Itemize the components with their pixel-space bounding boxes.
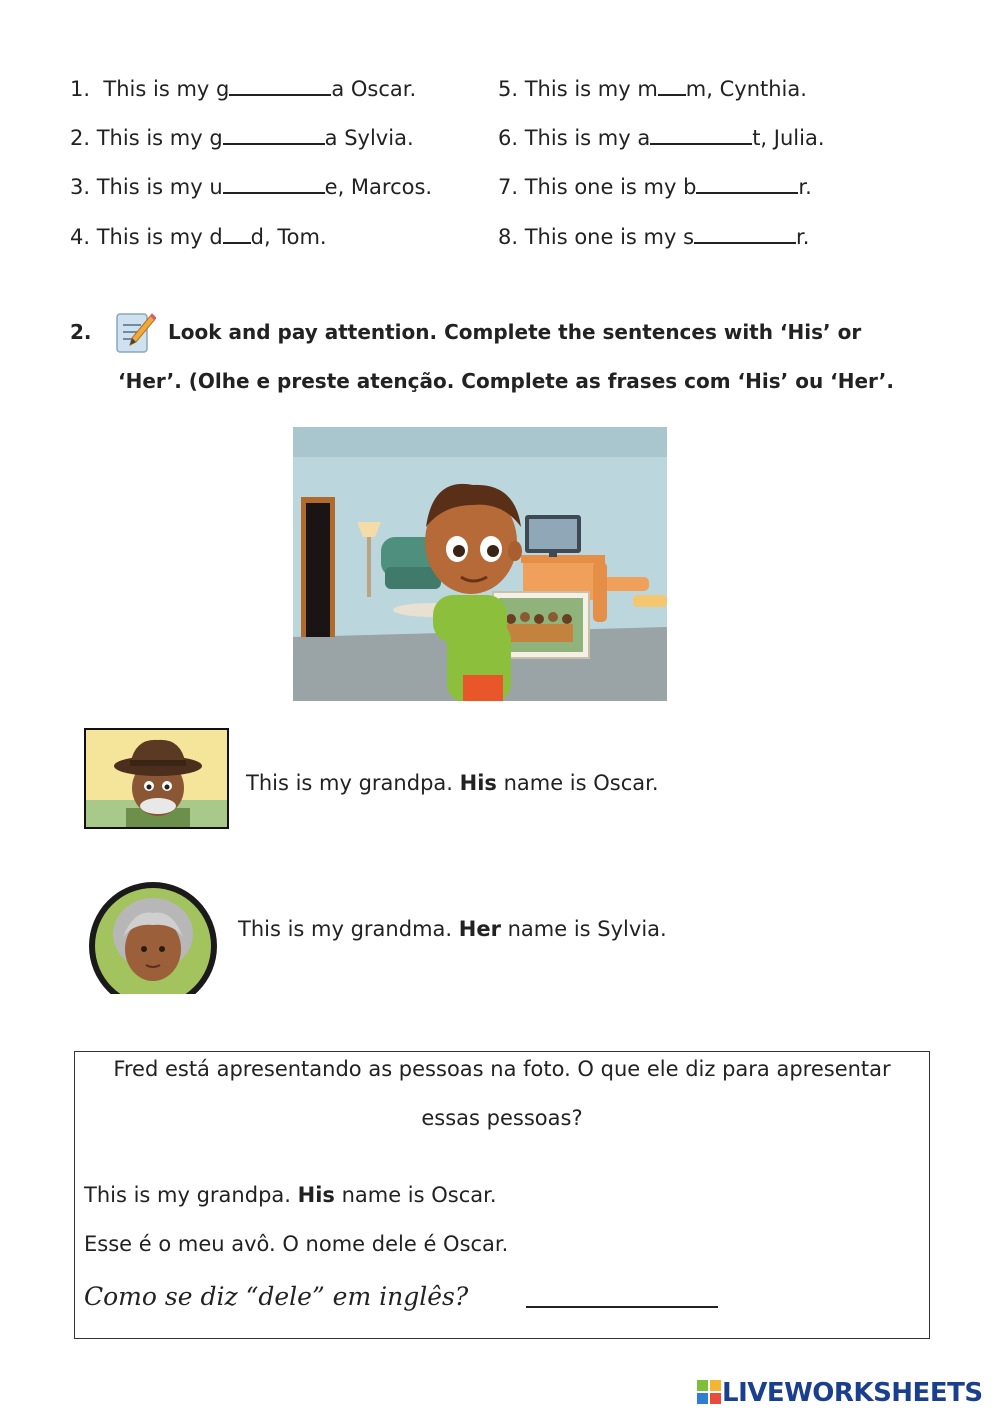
answer-blank[interactable] — [694, 224, 796, 244]
box-example-sentence: This is my grandpa. His name is Oscar. — [84, 1183, 497, 1207]
instruction-line-2: ‘Her’. (Olhe e preste atenção. Complete as frases com ‘His’ ou ‘Her’. — [118, 369, 894, 393]
example-sentence-her: This is my grandma. Her name is Sylvia. — [238, 917, 667, 941]
question-1: 1. This is my g a Oscar. — [70, 77, 417, 101]
question-5: 5. This is my m m, Cynthia. — [498, 77, 807, 101]
answer-blank-dele[interactable] — [526, 1306, 718, 1308]
answer-blank[interactable] — [223, 224, 251, 244]
instruction-line-1: Look and pay attention. Complete the sentences with ‘His’ or — [168, 320, 862, 344]
answer-blank[interactable] — [696, 174, 798, 194]
box-translation: Esse é o meu avô. O nome dele é Oscar. — [84, 1232, 509, 1256]
answer-blank[interactable] — [658, 76, 686, 96]
liveworksheets-brand: LIVEWORKSHEETS — [722, 1378, 983, 1408]
box-question: Como se diz “dele” em inglês? — [84, 1282, 469, 1311]
answer-blank[interactable] — [223, 174, 325, 194]
grandpa-portrait — [84, 728, 229, 829]
box-prompt-line-1: Fred está apresentando as pessoas na foto. O que ele diz para apresentar — [113, 1057, 891, 1081]
question-4: 4. This is my d d, Tom. — [70, 225, 327, 249]
answer-blank[interactable] — [223, 125, 325, 145]
box-prompt-line-2: essas pessoas? — [421, 1106, 583, 1130]
fred-illustration — [293, 427, 667, 701]
question-6: 6. This is my a t, Julia. — [498, 126, 825, 150]
question-3: 3. This is my u e, Marcos. — [70, 175, 433, 199]
liveworksheets-logo-icon — [697, 1380, 721, 1404]
answer-blank[interactable] — [229, 76, 331, 96]
notepad-pencil-icon — [114, 308, 156, 356]
grandma-portrait — [86, 879, 220, 997]
question-7: 7. This one is my b r. — [498, 175, 812, 199]
question-8: 8. This one is my s r. — [498, 225, 810, 249]
exercise-2-number: 2. — [70, 320, 92, 344]
answer-blank[interactable] — [650, 125, 752, 145]
example-sentence-his: This is my grandpa. His name is Oscar. — [246, 771, 659, 795]
question-2: 2. This is my g a Sylvia. — [70, 126, 414, 150]
